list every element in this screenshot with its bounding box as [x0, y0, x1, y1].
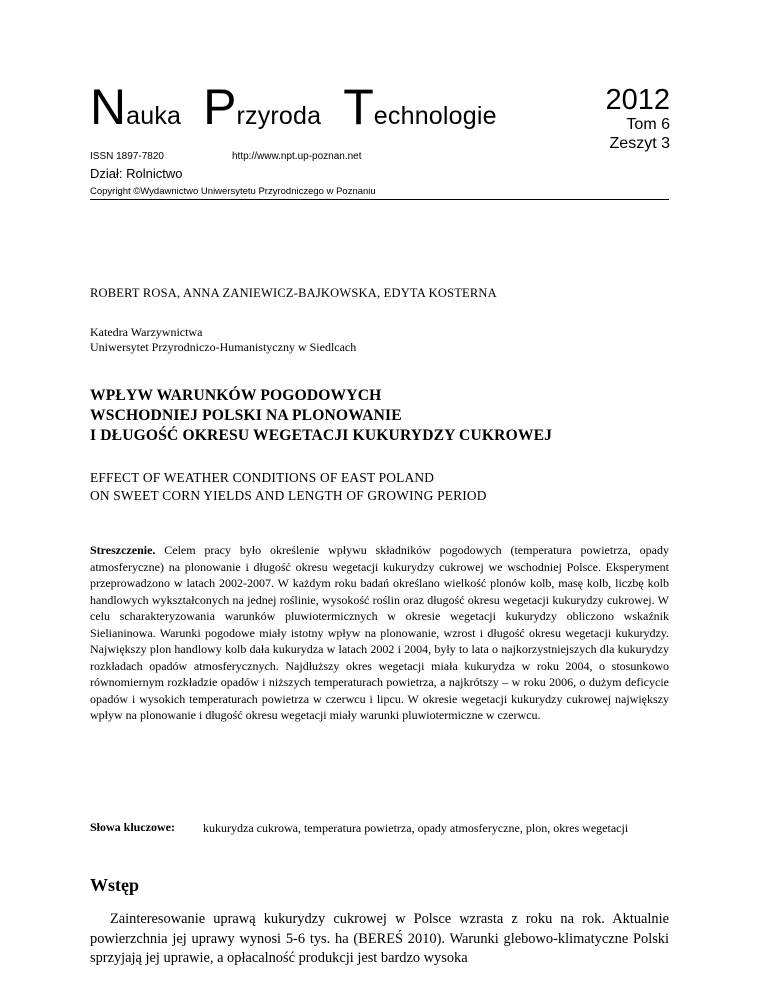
- abstract: [90, 542, 669, 724]
- article-title-polish: [90, 386, 552, 446]
- body-paragraph: Zainteresowanie uprawą kukurydzy cukrowej w Polsce wzrasta z roku na rok. Aktualnie powierzchnia jej uprawy wynosi 5-6 tys. ha (BEREŚ 2010). Warunki glebowo-klimatyczne Polski sprzyjają jej uprawie, a opłacalność produkcji jest bardzo wysoka: [90, 911, 669, 966]
- abstract-text: Celem pracy było określenie wpływu składników pogodowych (temperatura powietrza, opady atmosferyczne) na plonowanie i długość okresu wegetacji kukurydzy cukrowej we wschodniej Polsce. Eksperyment przeprowadzono w latach 2002-2007. W każdym roku badań określano wielkość plonów kolb, masę kolb, liczbę kolb handlowych wykształconych na jednej roślinie, wysokość roślin oraz długość okresu wegetacji kukurydzy cukrowej. W celu scharakteryzowania warunków pluwiotermicznych w okresie wegetacji kukurydzy obliczono wskaźnik Sielianinowa. Warunki pogodowe miały istotny wpływ na plonowanie, wzrost i długość okresu wegetacji kukurydzy. Największy plon handlowy kolb dała kukurydza w latach 2002 i 2004, były to lata o najkorzystniejszych dla kukurydzy rozkładach opadów atmosferycznych. Najdłuższy okres wegetacji miała kukurydza w roku 2004, o stosunkowo równomiernym rozkładzie opadów i niższych temperaturach powietrza, a najkrótszy – w roku 2006, o dużym deficycie opadów i wysokich temperaturach powietrza w czerwcu i lipcu. W okresie wegetacji kukurydzy cukrowej największy wpływ na plonowanie i długość okresu wegetacji miały warunki pluwiotermiczne w czerwcu.: [90, 543, 669, 722]
- affiliation-university: Uniwersytet Przyrodniczo-Humanistyczny w Siedlcach: [90, 340, 357, 354]
- journal-masthead: [90, 79, 497, 135]
- title-pl-line: WSCHODNIEJ POLSKI NA PLONOWANIE: [90, 407, 402, 424]
- masthead-initial-n: N: [90, 79, 127, 135]
- header-divider: [90, 199, 669, 200]
- journal-section: Dział: Rolnictwo: [90, 166, 183, 181]
- masthead-initial-p: P: [203, 79, 237, 135]
- article-title-english: [90, 469, 487, 505]
- keywords-label: Słowa kluczowe:: [90, 820, 175, 834]
- masthead-word-nauka: auka: [126, 102, 182, 130]
- journal-copyright: Copyright ©Wydawnictwo Uniwersytetu Przyrodniczego w Poznaniu: [90, 186, 376, 197]
- title-pl-line: I DŁUGOŚĆ OKRESU WEGETACJI KUKURYDZY CUKROWEJ: [90, 427, 553, 444]
- masthead-word-przyroda: rzyroda: [236, 102, 322, 130]
- title-pl-line: WPŁYW WARUNKÓW POGODOWYCH: [90, 387, 382, 404]
- affiliation-department: Katedra Warzywnictwa: [90, 325, 203, 339]
- article-authors: ROBERT ROSA, ANNA ZANIEWICZ-BAJKOWSKA, EDYTA KOSTERNA: [90, 286, 497, 300]
- journal-issn: ISSN 1897-7820: [90, 151, 164, 162]
- keywords-text: kukurydza cukrowa, temperatura powietrza, opady atmosferyczne, plon, okres wegetacji: [203, 821, 629, 835]
- title-en-line: ON SWEET CORN YIELDS AND LENGTH OF GROWING PERIOD: [90, 488, 487, 503]
- journal-issue: Zeszyt 3: [609, 135, 670, 152]
- abstract-label: Streszczenie.: [90, 543, 156, 557]
- article-affiliation: [90, 325, 356, 355]
- masthead-initial-t: T: [343, 79, 374, 135]
- journal-url: http://www.npt.up-poznan.net: [232, 151, 362, 162]
- section-heading: Wstęp: [90, 875, 139, 895]
- masthead-word-technologie: echnologie: [373, 102, 497, 130]
- title-en-line: EFFECT OF WEATHER CONDITIONS OF EAST POLAND: [90, 470, 435, 485]
- journal-volume: Tom 6: [626, 116, 670, 133]
- journal-year: 2012: [605, 84, 670, 116]
